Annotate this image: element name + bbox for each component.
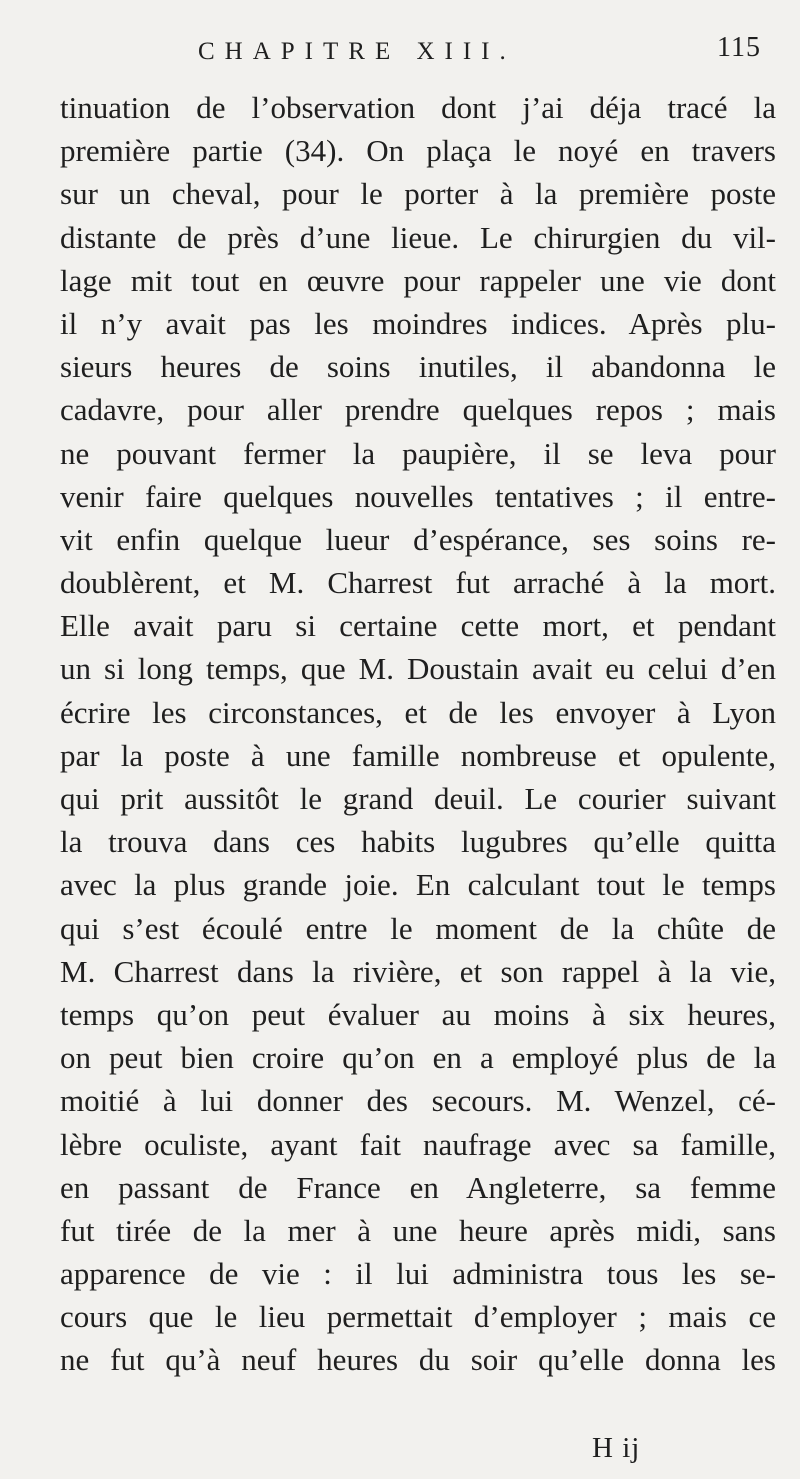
text-line: Elle avait paru si certaine cette mort, et pendant [60,608,776,644]
text-line: vit enfin quelque lueur d’espérance, ses soins re- [60,521,776,557]
text-line: distante de près d’une lieue. Le chirurgien du vil- [60,219,776,255]
text-line: par la poste à une famille nombreuse et opulente, [60,737,776,773]
text-line: ne fut qu’à neuf heures du soir qu’elle donna les [60,1342,776,1378]
text-line: cadavre, pour aller prendre quelques repos ; mais [60,392,776,428]
text-line: apparence de vie : il lui administra tous les se- [60,1256,776,1292]
text-line: M. Charrest dans la rivière, et son rappel à la vie, [60,953,776,989]
body-text [60,86,776,1382]
text-line: il n’y avait pas les moindres indices. Après plu- [60,305,776,341]
signature-mark: H ij [592,1432,641,1464]
text-line: en passant de France en Angleterre, sa femme [60,1169,776,1205]
text-line: fut tirée de la mer à une heure après midi, sans [60,1212,776,1248]
text-line: lage mit tout en œuvre pour rappeler une vie dont [60,262,776,298]
text-line: la trouva dans ces habits lugubres qu’elle quitta [60,824,776,860]
running-head: CHAPITRE XIII. [198,38,516,65]
text-line: sieurs heures de soins inutiles, il abandonna le [60,349,776,385]
text-line: première partie (34). On plaça le noyé en travers [60,133,776,169]
text-line: temps qu’on peut évaluer au moins à six heures, [60,996,776,1032]
text-line: on peut bien croire qu’on en a employé plus de la [60,1040,776,1076]
text-line: un si long temps, que M. Doustain avait eu celui d’en [60,651,776,687]
text-line: avec la plus grande joie. En calculant tout le temps [60,867,776,903]
page-number: 115 [717,32,761,63]
text-line: venir faire quelques nouvelles tentatives ; il entre- [60,478,776,514]
text-line: qui prit aussitôt le grand deuil. Le courier suivant [60,781,776,816]
text-line: ne pouvant fermer la paupière, il se leva pour [60,435,776,471]
text-line: cours que le lieu permettait d’employer ; mais ce [60,1299,776,1335]
text-line: lèbre oculiste, ayant fait naufrage avec sa famille, [60,1126,776,1162]
text-line: qui s’est écoulé entre le moment de la chûte de [60,910,776,946]
text-line: tinuation de l’observation dont j’ai déja tracé la [60,90,776,125]
text-line: écrire les circonstances, et de les envoyer à Lyon [60,694,776,730]
text-line: doublèrent, et M. Charrest fut arraché à la mort. [60,565,776,601]
text-line: sur un cheval, pour le porter à la première poste [60,176,776,212]
text-line: moitié à lui donner des secours. M. Wenzel, cé- [60,1083,776,1119]
